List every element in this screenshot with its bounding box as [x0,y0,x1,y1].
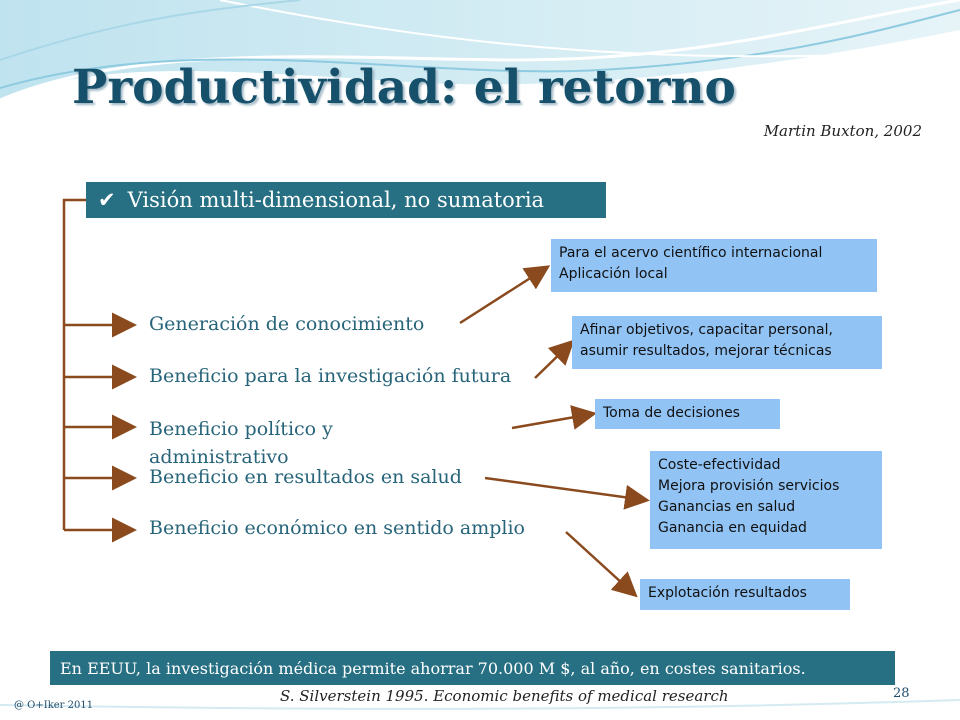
arrow-1 [460,268,546,323]
box-line: asumir resultados, mejorar técnicas [580,343,832,359]
reference-citation: S. Silverstein 1995. Economic benefits of medical research [280,687,729,705]
box-coste [650,451,882,549]
header-bar-text: Visión multi-dimensional, no sumatoria [127,188,545,212]
box-line: Coste-efectividad [658,457,781,473]
item-politico: Beneficio político y administrativo [149,418,333,468]
box-line: Toma de decisiones [603,405,740,421]
box-line: Aplicación local [559,266,668,282]
box-explotacion [640,579,850,610]
footer-copyright: @ O+Iker 2011 [14,700,94,711]
arrow-5 [566,532,634,594]
item-generacion: Generación de conocimiento [149,313,425,335]
box-decisiones [595,399,780,429]
box-afinar [572,316,882,369]
box-line: Mejora provisión servicios [658,478,840,494]
bottom-highlight-bar: En EEUU, la investigación médica permite ahorrar 70.000 M $, al año, en costes sanitarios. [50,651,895,685]
item-investigacion: Beneficio para la investigación futura [149,365,512,387]
checkmark-icon: ✔ [98,188,116,212]
arrow-4 [485,478,645,500]
box-line: Explotación resultados [648,585,807,601]
arrow-2 [535,343,571,378]
author-citation: Martin Buxton, 2002 [763,122,922,140]
bracket-line [64,200,86,530]
box-acervo [551,239,877,292]
item-economico: Beneficio económico en sentido amplio [149,517,525,539]
header-bar [86,182,606,218]
page-number: 28 [893,686,910,701]
arrow-3 [512,414,592,428]
item-salud: Beneficio en resultados en salud [149,466,462,488]
box-line: Afinar objetivos, capacitar personal, [580,322,833,338]
box-line: Ganancia en equidad [658,520,807,536]
page-title: Productividad: el retorno [72,60,736,115]
box-line: Para el acervo científico internacional [559,245,823,261]
box-line: Ganancias en salud [658,499,796,515]
